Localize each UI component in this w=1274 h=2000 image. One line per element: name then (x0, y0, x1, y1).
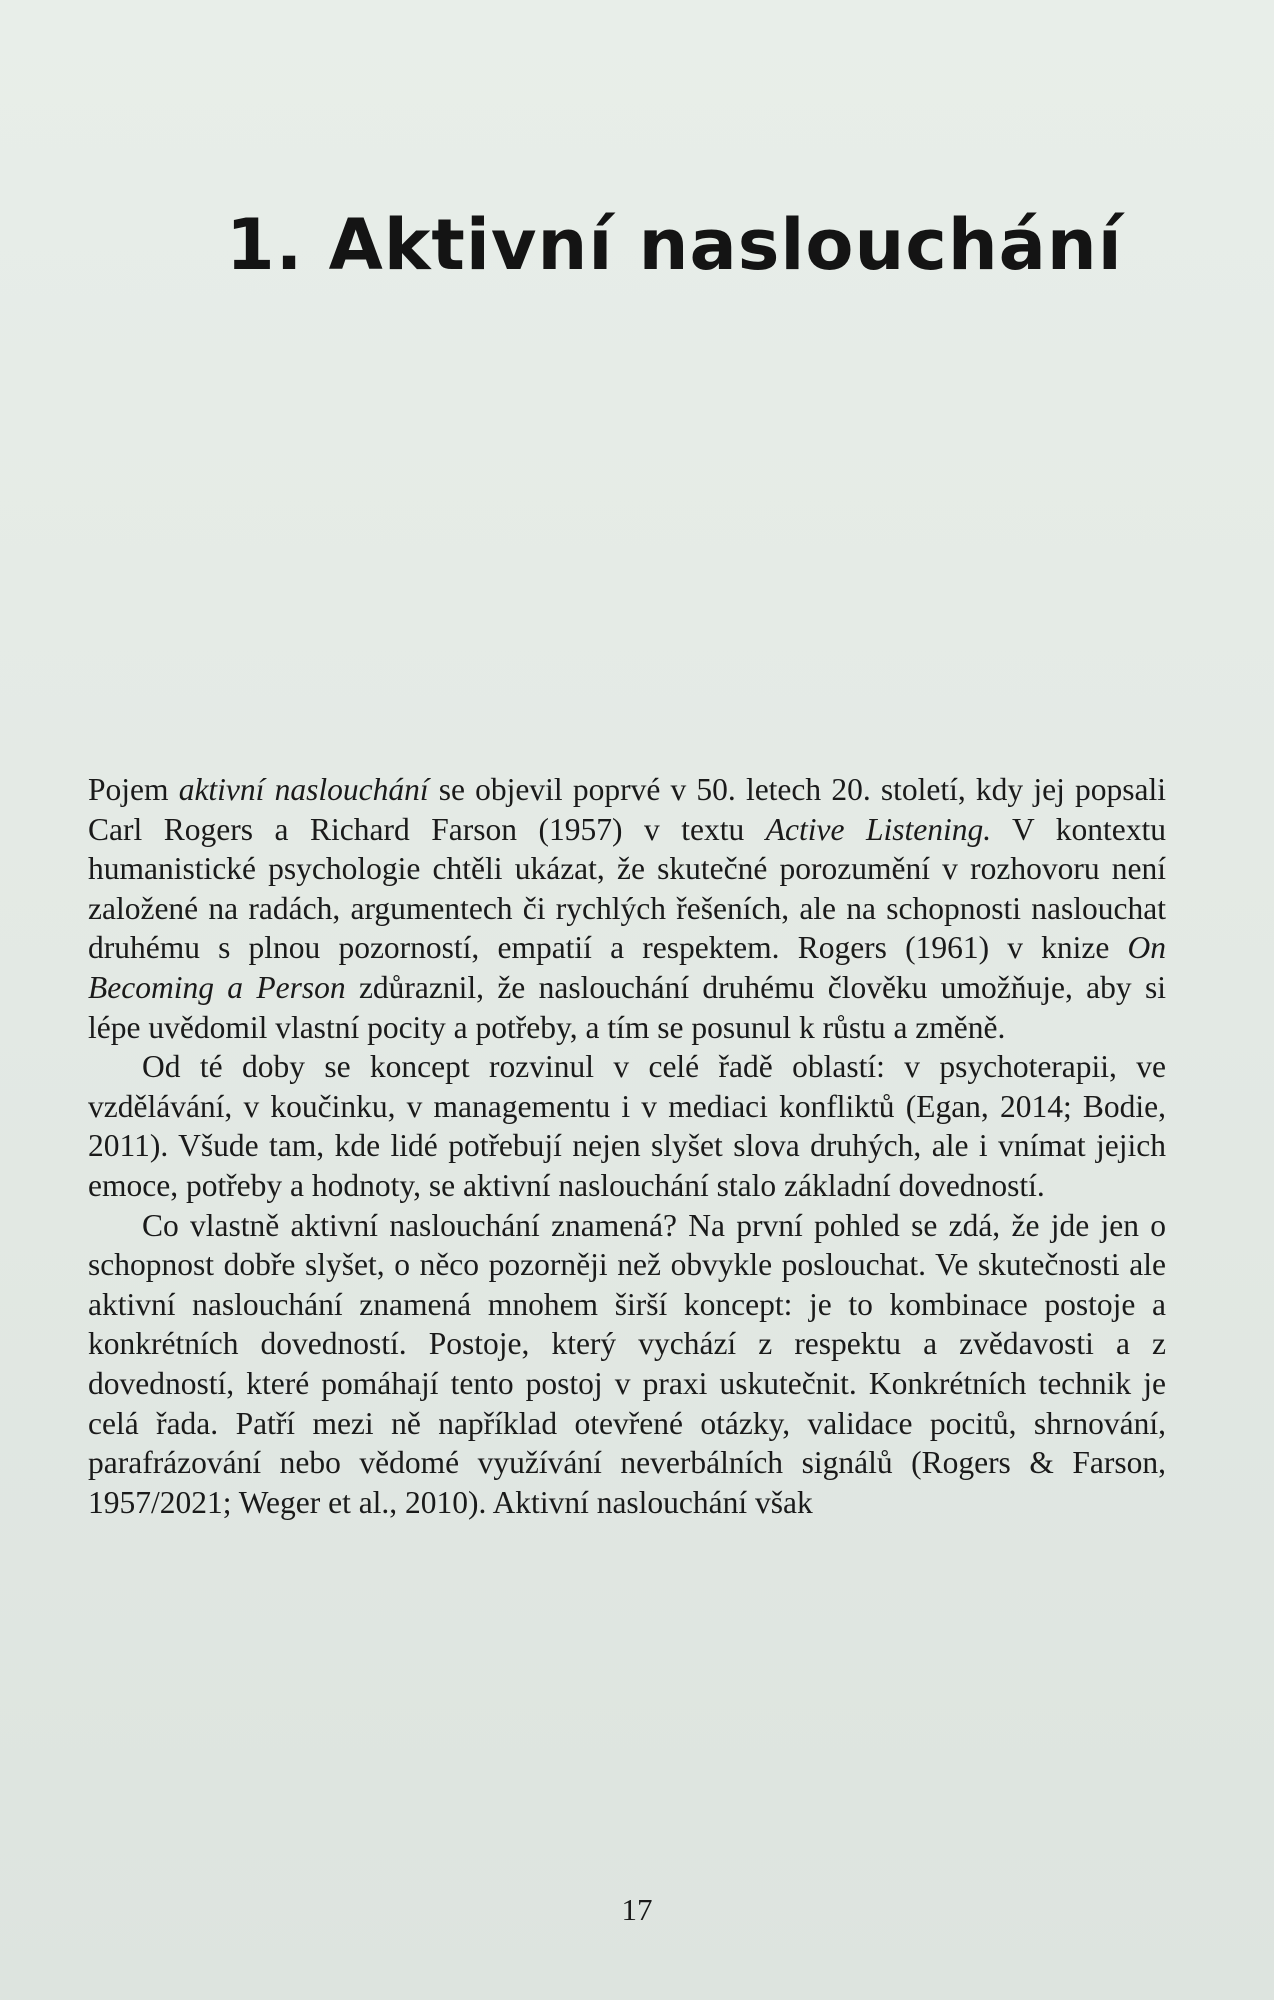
paragraph-1-part-c: V kontextu humanistické psychologie chtěli ukázat, že skutečné porozumění v rozhovoru není založené na radách, argumentech či rychlých řešeních, ale na schopnosti naslouchat druhému s plnou pozorností, empatií a respektem. Rogers (1961) v knize (88, 811, 1166, 966)
paragraph-1-part-b: se objevil poprvé v 50. letech 20. století, kdy jej popsali Carl Rogers a Richard Farson (1957) v textu (88, 772, 1166, 847)
paragraph-2: Od té doby se koncept rozvinul v celé řadě oblastí: v psychoterapii, ve vzdělávání, v koučinku, v managementu i v mediaci konfliktů (Egan, 2014; Bodie, 2011). Všude tam, kde lidé potřebují nejen slyšet slova druhých, ale i vnímat jejich emoce, potřeby a hodnoty, se aktivní naslouchání stalo základní dovedností. (88, 1049, 1166, 1203)
paragraph-3: Co vlastně aktivní naslouchání znamená? Na první pohled se zdá, že jde jen o schopnost dobře slyšet, o něco pozorněji než obvykle poslouchat. Ve skutečnosti ale aktivní naslouchání znamená mnohem širší koncept: je to kombinace postoje a konkrétních dovedností. Postoje, který vychází z respektu a zvědavosti a z dovedností, které pomáhají tento postoj v praxi uskutečnit. Konkrétních technik je celá řada. Patří mezi ně například otevřené otázky, validace pocitů, shrnování, parafrázování nebo vědomé využívání neverbálních signálů (Rogers & Farson, 1957/2021; Weger et al., 2010). Aktivní naslouchání však (88, 1207, 1166, 1520)
paragraph-1-part-a: Pojem (88, 772, 179, 807)
page-number: 17 (621, 1892, 653, 1927)
work-title-on-becoming-a-person: On Becoming a Person (88, 930, 1166, 1005)
work-title-active-listening: Active Listening. (765, 811, 992, 847)
term-aktivni-naslouchani: aktivní naslouchání (178, 772, 429, 807)
paragraph-1-part-d: zdůraznil, že naslouchání druhému člověku umožňuje, aby si lépe uvědomil vlastní pocity a potřeby, a tím se posunul k růstu a změně. (88, 969, 1166, 1045)
body-text (88, 770, 1166, 1522)
chapter-title: 1. Aktivní naslouchání (226, 204, 1123, 286)
paragraph-1 (88, 770, 1166, 1047)
